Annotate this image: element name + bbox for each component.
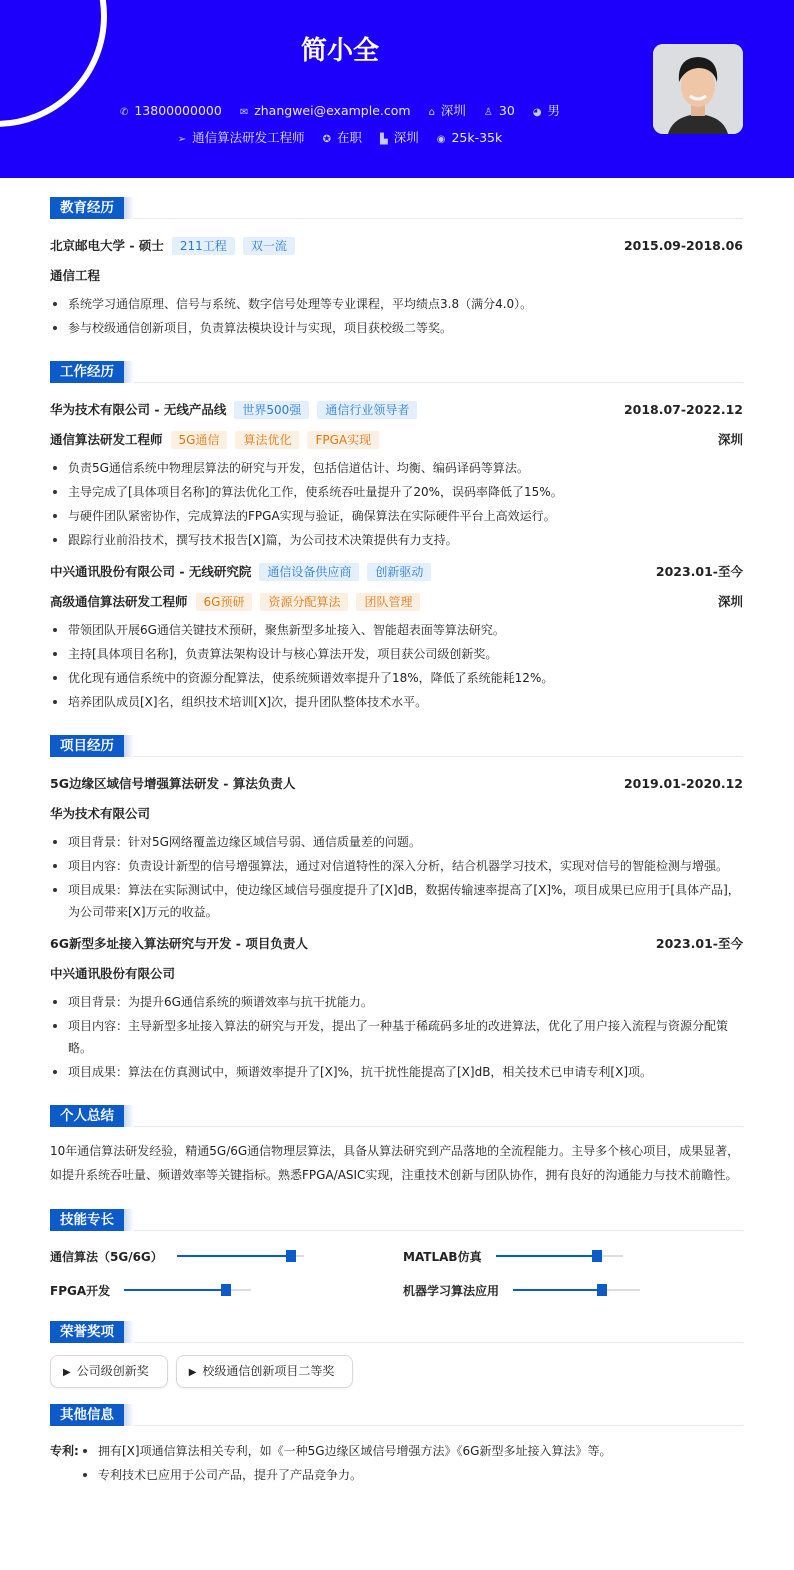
triangle-right-icon: ▶ xyxy=(188,1367,197,1378)
company: 华为技术有限公司 - 无线产品线 xyxy=(50,402,227,417)
list-item: 跟踪行业前沿技术，撰写技术报告[X]篇，为公司技术决策提供有力支持。 xyxy=(50,529,743,551)
company: 中兴通讯股份有限公司 - 无线研究院 xyxy=(50,564,252,579)
awards-section xyxy=(50,1321,743,1388)
skill-name: FPGA开发 xyxy=(50,1283,111,1298)
section-title: 教育经历 xyxy=(50,197,124,219)
project-title: 6G新型多址接入算法研究与开发 - 项目负责人 xyxy=(50,936,308,951)
tag: 创新驱动 xyxy=(367,563,431,581)
other-section xyxy=(50,1404,743,1488)
list-item: 项目内容：主导新型多址接入算法的研究与开发，提出了一种基于稀疏码多址的改进算法，优化了用户接入流程与资源分配策略。 xyxy=(50,1015,743,1059)
list-item: 优化现有通信系统中的资源分配算法，使系统频谱效率提升了18%，降低了系统能耗12%。 xyxy=(50,667,743,689)
list-item: 项目背景：针对5G网络覆盖边缘区域信号弱、通信质量差的问题。 xyxy=(50,831,743,853)
education-section xyxy=(50,197,743,339)
skill-name: MATLAB仿真 xyxy=(403,1249,482,1264)
role: 通信算法研发工程师 xyxy=(50,432,163,447)
award-item[interactable] xyxy=(176,1355,354,1388)
skill-tag: 5G通信 xyxy=(171,431,228,449)
award-label: 公司级创新奖 xyxy=(76,1364,149,1378)
section-title: 工作经历 xyxy=(50,361,124,383)
skill-fill xyxy=(496,1255,598,1257)
project-item xyxy=(50,929,743,1083)
project-title: 5G边缘区域信号增强算法研发 - 算法负责人 xyxy=(50,776,296,791)
candidate-name: 简小全 xyxy=(300,36,379,66)
education-header xyxy=(50,231,743,261)
list-item: 项目成果：算法在仿真测试中，频谱效率提升了[X]%，抗干扰性能提高了[X]dB，相关技术已申请专利[X]项。 xyxy=(50,1061,743,1083)
salary-icon: ◉ xyxy=(436,134,446,145)
list-item: 带领团队开展6G通信关键技术预研，聚焦新型多址接入、智能超表面等算法研究。 xyxy=(50,619,743,641)
contact-row xyxy=(0,101,680,119)
status-icon: ✪ xyxy=(322,134,332,145)
list-item: 主导完成了[具体项目名称]的算法优化工作，使系统吞吐量提升了20%，误码率降低了15%。 xyxy=(50,481,743,503)
section-title: 技能专长 xyxy=(50,1209,124,1231)
gender: 男 xyxy=(547,103,561,118)
skill-item xyxy=(50,1243,403,1269)
project-org: 中兴通讯股份有限公司 xyxy=(50,966,176,981)
section-title: 荣誉奖项 xyxy=(50,1321,124,1343)
section-title: 其他信息 xyxy=(50,1404,124,1426)
tag: 双一流 xyxy=(243,237,295,255)
email: zhangwei@example.com xyxy=(254,103,411,118)
role: 高级通信算法研发工程师 xyxy=(50,594,188,609)
tag: 211工程 xyxy=(172,237,235,255)
date: 2023.01-至今 xyxy=(655,936,743,951)
gender-icon: ◕ xyxy=(532,107,542,118)
skill-tag: 团队管理 xyxy=(356,593,420,611)
job-status: 在职 xyxy=(337,130,363,145)
city: 深圳 xyxy=(717,594,743,609)
list-item: 专利技术已应用于公司产品，提升了产品竞争力。 xyxy=(80,1464,611,1486)
skill-item xyxy=(403,1277,743,1303)
date: 2019.01-2020.12 xyxy=(623,776,743,791)
work-section xyxy=(50,361,743,713)
date: 2018.07-2022.12 xyxy=(623,402,743,417)
date: 2023.01-至今 xyxy=(655,564,743,579)
skill-tag: 资源分配算法 xyxy=(260,593,348,611)
skills-section xyxy=(50,1209,743,1303)
slider-thumb[interactable] xyxy=(286,1250,296,1262)
skill-name: 机器学习算法应用 xyxy=(403,1283,500,1298)
skill-tag: 算法优化 xyxy=(235,431,299,449)
work-item xyxy=(50,395,743,551)
target-city: 深圳 xyxy=(393,130,419,145)
award-item[interactable] xyxy=(50,1355,168,1388)
phone: 13800000000 xyxy=(134,103,222,118)
age: 30 xyxy=(498,103,515,118)
list-item: 拥有[X]项通信算法相关专利，如《一种5G边缘区域信号增强方法》《6G新型多址接入算法》等。 xyxy=(80,1440,611,1462)
phone-icon: ✆ xyxy=(119,107,129,118)
date: 2015.09-2018.06 xyxy=(623,238,743,253)
section-title: 个人总结 xyxy=(50,1105,124,1127)
city: 深圳 xyxy=(717,432,743,447)
tag: 通信设备供应商 xyxy=(259,563,359,581)
projects-section xyxy=(50,735,743,1083)
list-item: 与硬件团队紧密协作，完成算法的FPGA实现与验证，确保算法在实际硬件平台上高效运行。 xyxy=(50,505,743,527)
skill-fill xyxy=(124,1289,226,1291)
salary: 25k-35k xyxy=(451,130,503,145)
avatar xyxy=(653,44,743,134)
skill-slider[interactable] xyxy=(513,1289,640,1291)
list-item: 系统学习通信原理、信号与系统、数字信号处理等专业课程，平均绩点3.8（满分4.0）。 xyxy=(50,293,743,315)
summary-section xyxy=(50,1105,743,1187)
project-item xyxy=(50,769,743,923)
award-label: 校级通信创新项目二等奖 xyxy=(202,1364,335,1378)
skill-slider[interactable] xyxy=(496,1255,623,1257)
slider-thumb[interactable] xyxy=(592,1250,602,1262)
skill-item xyxy=(403,1243,743,1269)
work-item xyxy=(50,557,743,713)
skill-item xyxy=(50,1277,403,1303)
skill-slider[interactable] xyxy=(124,1289,251,1291)
tag: 世界500强 xyxy=(234,401,309,419)
list-item: 负责5G通信系统中物理层算法的研究与开发，包括信道估计、均衡、编码译码等算法。 xyxy=(50,457,743,479)
cake-icon: ♙ xyxy=(483,107,493,118)
list-item: 培养团队成员[X]名，组织技术培训[X]次，提升团队整体技术水平。 xyxy=(50,691,743,713)
job-row xyxy=(0,128,680,146)
skill-name: 通信算法（5G/6G） xyxy=(50,1249,163,1264)
resume-body xyxy=(50,197,743,1510)
section-title: 项目经历 xyxy=(50,735,124,757)
major: 通信工程 xyxy=(50,268,101,283)
tag: 通信行业领导者 xyxy=(317,401,417,419)
other-label: 专利: xyxy=(50,1444,79,1458)
job-target: 通信算法研发工程师 xyxy=(192,130,305,145)
summary-text: 10年通信算法研发经验，精通5G/6G通信物理层算法，具备从算法研究到产品落地的全流程能力。主导多个核心项目，成果显著，如提升系统吞吐量、频谱效率等关键指标。熟悉FPGA/ASIC实现，注重技术创新与团队协作，拥有良好的沟通能力与技术前瞻性。 xyxy=(50,1144,740,1182)
slider-thumb[interactable] xyxy=(597,1284,607,1296)
list-item: 主持[具体项目名称]，负责算法架构设计与核心算法开发，项目获公司级创新奖。 xyxy=(50,643,743,665)
school: 北京邮电大学 - 硕士 xyxy=(50,238,164,253)
skill-tag: FPGA实现 xyxy=(307,431,379,449)
resume-header xyxy=(0,0,794,178)
triangle-right-icon: ▶ xyxy=(63,1367,71,1378)
list-item: 项目背景：为提升6G通信系统的频谱效率与抗干扰能力。 xyxy=(50,991,743,1013)
skill-fill xyxy=(177,1255,291,1257)
list-item: 项目内容：负责设计新型的信号增强算法，通过对信道特性的深入分析，结合机器学习技术，实现对信号的智能检测与增强。 xyxy=(50,855,743,877)
list-item: 项目成果：算法在实际测试中，使边缘区域信号强度提升了[X]dB，数据传输速率提高了[X]%，项目成果已应用于[具体产品]，为公司带来[X]万元的收益。 xyxy=(50,879,743,923)
slider-thumb[interactable] xyxy=(221,1284,231,1296)
skill-slider[interactable] xyxy=(177,1255,304,1257)
skill-tag: 6G预研 xyxy=(196,593,253,611)
list-item: 参与校级通信创新项目，负责算法模块设计与实现，项目获校级二等奖。 xyxy=(50,317,743,339)
mail-icon: ✉ xyxy=(239,107,249,118)
send-icon: ➢ xyxy=(177,134,187,145)
building-icon: ▙ xyxy=(380,134,388,145)
project-org: 华为技术有限公司 xyxy=(50,806,151,821)
location: 深圳 xyxy=(440,103,466,118)
skill-fill xyxy=(513,1289,602,1291)
home-icon: ⌂ xyxy=(428,107,435,118)
